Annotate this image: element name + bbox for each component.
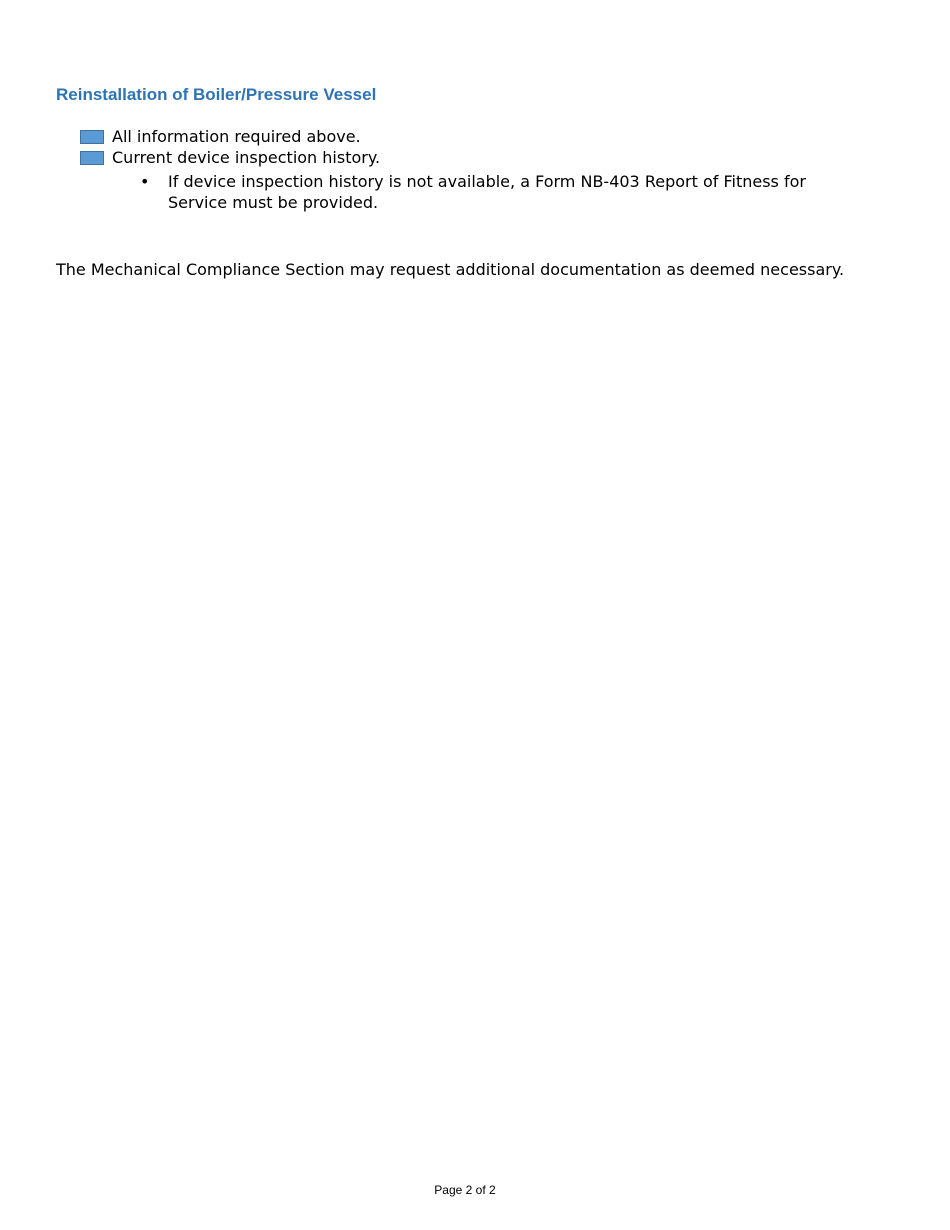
checklist-item-label: All information required above.	[112, 127, 361, 146]
sub-bullet-item	[140, 171, 840, 213]
section-heading: Reinstallation of Boiler/Pressure Vessel	[56, 85, 377, 104]
checklist-item-label: Current device inspection history.	[112, 148, 381, 167]
sub-bullet-text: If device inspection history is not available, a Form NB-403 Report of Fitness for Service must be provided.	[168, 172, 806, 212]
checklist-item[interactable]	[80, 148, 380, 168]
bullet-dot-icon: •	[140, 172, 150, 191]
checkbox-icon[interactable]	[80, 130, 104, 144]
page-number: Page 2 of 2	[434, 1183, 496, 1197]
checkbox-icon[interactable]	[80, 151, 104, 165]
checklist-item[interactable]	[80, 127, 361, 147]
additional-documentation-note: The Mechanical Compliance Section may request additional documentation as deemed necessary.	[56, 260, 845, 279]
